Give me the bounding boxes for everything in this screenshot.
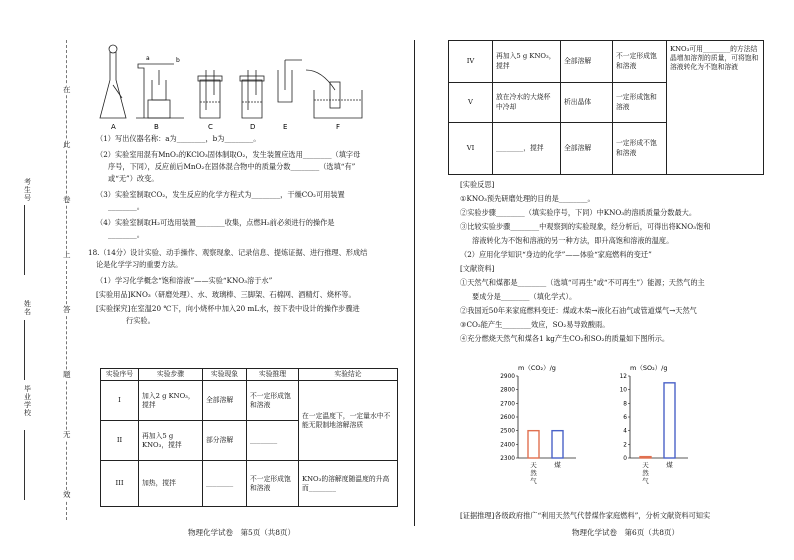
y-tick-label: 2700 bbox=[500, 401, 515, 408]
text-line: 序号，下同），反应前后MnO₂在固体混合物中的质量分数________（选填“有” bbox=[108, 162, 356, 171]
apparatus-label: B bbox=[154, 123, 159, 131]
table-cell: KNO₃可用________的方法结晶增加溶剂的质量，可将饱和溶液转化为不饱和溶液 bbox=[667, 41, 764, 175]
table-cell: ________，搅拌 bbox=[493, 123, 561, 175]
text-line: 或“无”）改变。 bbox=[108, 174, 159, 183]
text-line: （1）写出仪器名称：a为________，b为________。 bbox=[96, 134, 261, 143]
table-cell: 不一定形成饱和溶液 bbox=[613, 41, 667, 83]
text-line: 要成分是________（填化学式）。 bbox=[472, 292, 577, 301]
text-line: 论是化学学习的重要方法。 bbox=[96, 260, 183, 269]
y-tick-label: 2400 bbox=[500, 442, 515, 449]
y-tick-label: 2500 bbox=[500, 428, 515, 435]
text-line: （2）应用化学知识“身边的化学”——体验“家庭燃料的变迁” bbox=[460, 250, 652, 259]
text-line: ②实验步骤________（填实验序号，下同）中KNO₃的溶质质量分数最大。 bbox=[460, 208, 697, 217]
exam-number-line bbox=[24, 205, 25, 275]
apparatus-mark: b bbox=[176, 57, 180, 64]
y-tick-label: 6 bbox=[623, 415, 627, 421]
school-line bbox=[24, 430, 25, 500]
text-line: ④充分燃烧天然气和煤各1 kg产生CO₂和SO₂的质量如下图所示。 bbox=[460, 334, 670, 343]
table-cell: 加热，搅拌 bbox=[139, 461, 203, 507]
apparatus-label: F bbox=[336, 123, 341, 131]
apparatus-label: A bbox=[111, 123, 116, 131]
table-cell: KNO₃的溶解度随温度的升高而________ bbox=[299, 461, 398, 507]
text-line: [实验探究]在室温20 ℃下，向小烧杯中加入20 mL水，按下表中设计的操作步骤进 bbox=[96, 304, 360, 313]
table-cell: 放在冷水的大烧杯中冷却 bbox=[493, 83, 561, 123]
seal-char: 此 bbox=[63, 140, 71, 149]
bar bbox=[664, 383, 675, 458]
page-footer-right: 物理化学试卷 第6页（共8页） bbox=[572, 528, 680, 537]
emission-charts bbox=[480, 360, 710, 510]
x-tick-label: 天然气 bbox=[530, 461, 537, 485]
table-cell: 一定形成不饱和溶液 bbox=[613, 123, 667, 175]
table-cell: 再加入5 g KNO₃，搅拌 bbox=[139, 421, 203, 461]
chart-title: m（SO₂）/g bbox=[630, 364, 668, 372]
apparatus-label: D bbox=[250, 123, 256, 131]
text-line: ①KNO₃预先研磨处理的目的是________。 bbox=[460, 194, 595, 203]
header-cell: 实验结论 bbox=[299, 369, 398, 381]
table-cell: 一定形成饱和溶液 bbox=[613, 83, 667, 123]
x-tick-label: 天然气 bbox=[642, 461, 649, 485]
y-tick-label: 2900 bbox=[500, 374, 515, 380]
seal-char: 答 bbox=[63, 305, 71, 314]
text-line: 溶液转化为不饱和溶液的另一种方法，即升高饱和溶液的温度。 bbox=[472, 236, 674, 245]
text-line: （2）实验室用混有MnO₂的KClO₃固体制取O₂，发生装置应选用________（填字母 bbox=[96, 150, 361, 159]
text-line: （1）学习化学概念“饱和溶液”——实验“KNO₃溶于水” bbox=[96, 276, 273, 285]
header-cell: 实验步骤 bbox=[139, 369, 203, 381]
text-line: ③CO₂能产生________效应，SO₂易导致酸雨。 bbox=[460, 320, 610, 329]
apparatus-figure bbox=[92, 40, 382, 132]
seal-char: 效 bbox=[63, 490, 71, 499]
page-footer-left: 物理化学试卷 第5页（共8页） bbox=[188, 528, 296, 537]
table-cell: IV bbox=[449, 41, 493, 83]
chart-title: m（CO₂）/g bbox=[518, 364, 556, 372]
apparatus-mark: a bbox=[146, 55, 150, 62]
text-line: ________。 bbox=[108, 202, 144, 211]
seal-char: 卷 bbox=[63, 195, 71, 204]
seal-char: 在 bbox=[63, 85, 71, 94]
table-cell: III bbox=[101, 461, 139, 507]
table-cell: 加入2 g KNO₃，搅拌 bbox=[139, 381, 203, 421]
table-cell: II bbox=[101, 421, 139, 461]
table-cell: 析出晶体 bbox=[561, 83, 613, 123]
table-cell: 全部溶解 bbox=[203, 381, 247, 421]
header-cell: 实验现象 bbox=[203, 369, 247, 381]
bar bbox=[640, 457, 651, 458]
y-tick-label: 4 bbox=[623, 428, 627, 435]
y-tick-label: 12 bbox=[619, 374, 627, 380]
experiment-table-left bbox=[100, 368, 398, 507]
table-cell: 不一定形成饱和溶液 bbox=[247, 381, 299, 421]
binding-line bbox=[66, 40, 67, 520]
text-line: [文献资料] bbox=[460, 264, 495, 273]
apparatus-label: C bbox=[208, 123, 213, 131]
text-line: ③比较实验步骤________中观察到的实验现象，经分析后，可得出将KNO₃饱和 bbox=[460, 222, 711, 231]
table-cell: 全部溶解 bbox=[561, 123, 613, 175]
text-line: ________。 bbox=[108, 230, 144, 239]
name-line bbox=[24, 320, 25, 380]
y-tick-label: 2600 bbox=[500, 415, 515, 421]
seal-char: 题 bbox=[63, 370, 71, 379]
seal-char: 上 bbox=[63, 250, 71, 259]
text-line: [实验反思] bbox=[460, 180, 495, 189]
evidence-reasoning-line: [证据推理]各级政府推广“利用天然气代替煤作家庭燃料”，分析文献资料可知实 bbox=[460, 511, 711, 520]
table-cell: 部分溶解 bbox=[203, 421, 247, 461]
header-cell: 实验序号 bbox=[101, 369, 139, 381]
text-line: （4）实验室制取H₂可选用装置________收集，点燃H₂前必须进行的操作是 bbox=[96, 218, 335, 227]
y-tick-label: 0 bbox=[623, 456, 627, 462]
text-line: ①天然气和煤都是________（选填“可再生”或“不可再生”）能源；天然气的主 bbox=[460, 278, 705, 287]
table-cell: I bbox=[101, 381, 139, 421]
school-label: 毕业学校 bbox=[23, 385, 32, 417]
exam-number-label: 考生号 bbox=[23, 178, 32, 202]
table-cell: 不一定形成饱和溶液 bbox=[247, 461, 299, 507]
table-cell: V bbox=[449, 83, 493, 123]
y-tick-label: 8 bbox=[623, 401, 627, 408]
x-tick-label: 煤 bbox=[666, 461, 673, 469]
bar bbox=[528, 431, 539, 458]
text-line: （3）实验室制取CO₂，发生反应的化学方程式为________，干燥CO₂可用装置 bbox=[96, 190, 345, 199]
experiment-table-right bbox=[448, 40, 764, 175]
y-tick-label: 2 bbox=[623, 442, 627, 449]
table-cell: 全部溶解 bbox=[561, 41, 613, 83]
table-cell: VI bbox=[449, 123, 493, 175]
y-tick-label: 2800 bbox=[500, 387, 515, 394]
apparatus-label: E bbox=[283, 123, 288, 131]
text-line: 行实验。 bbox=[126, 316, 155, 325]
bar bbox=[552, 431, 563, 458]
page-divider bbox=[414, 40, 415, 526]
header-cell: 实验推理 bbox=[247, 369, 299, 381]
table-cell: ________ bbox=[203, 461, 247, 507]
y-tick-label: 10 bbox=[619, 387, 627, 394]
table-cell: 在一定温度下，一定量水中不能无限制地溶解溶质 bbox=[299, 381, 398, 461]
text-line: [实验用品]KNO₃（研磨处理）、水、玻璃棒、三脚架、石棉网、酒精灯、烧杯等。 bbox=[96, 290, 356, 299]
seal-char: 无 bbox=[63, 430, 71, 439]
table-cell: ________ bbox=[247, 421, 299, 461]
y-tick-label: 2300 bbox=[500, 456, 515, 462]
text-line: 18.（14分）设计实验、动手操作、观察现象、记录信息、提炼证据、进行推理、形成结 bbox=[88, 248, 368, 257]
table-cell: 再加入5 g KNO₃，搅拌 bbox=[493, 41, 561, 83]
text-line: ②我国近50年来家庭燃料变迁：煤或木柴→液化石油气或管道煤气→天然气 bbox=[460, 306, 697, 315]
x-tick-label: 煤 bbox=[554, 461, 561, 469]
name-label: 姓名 bbox=[23, 300, 32, 316]
